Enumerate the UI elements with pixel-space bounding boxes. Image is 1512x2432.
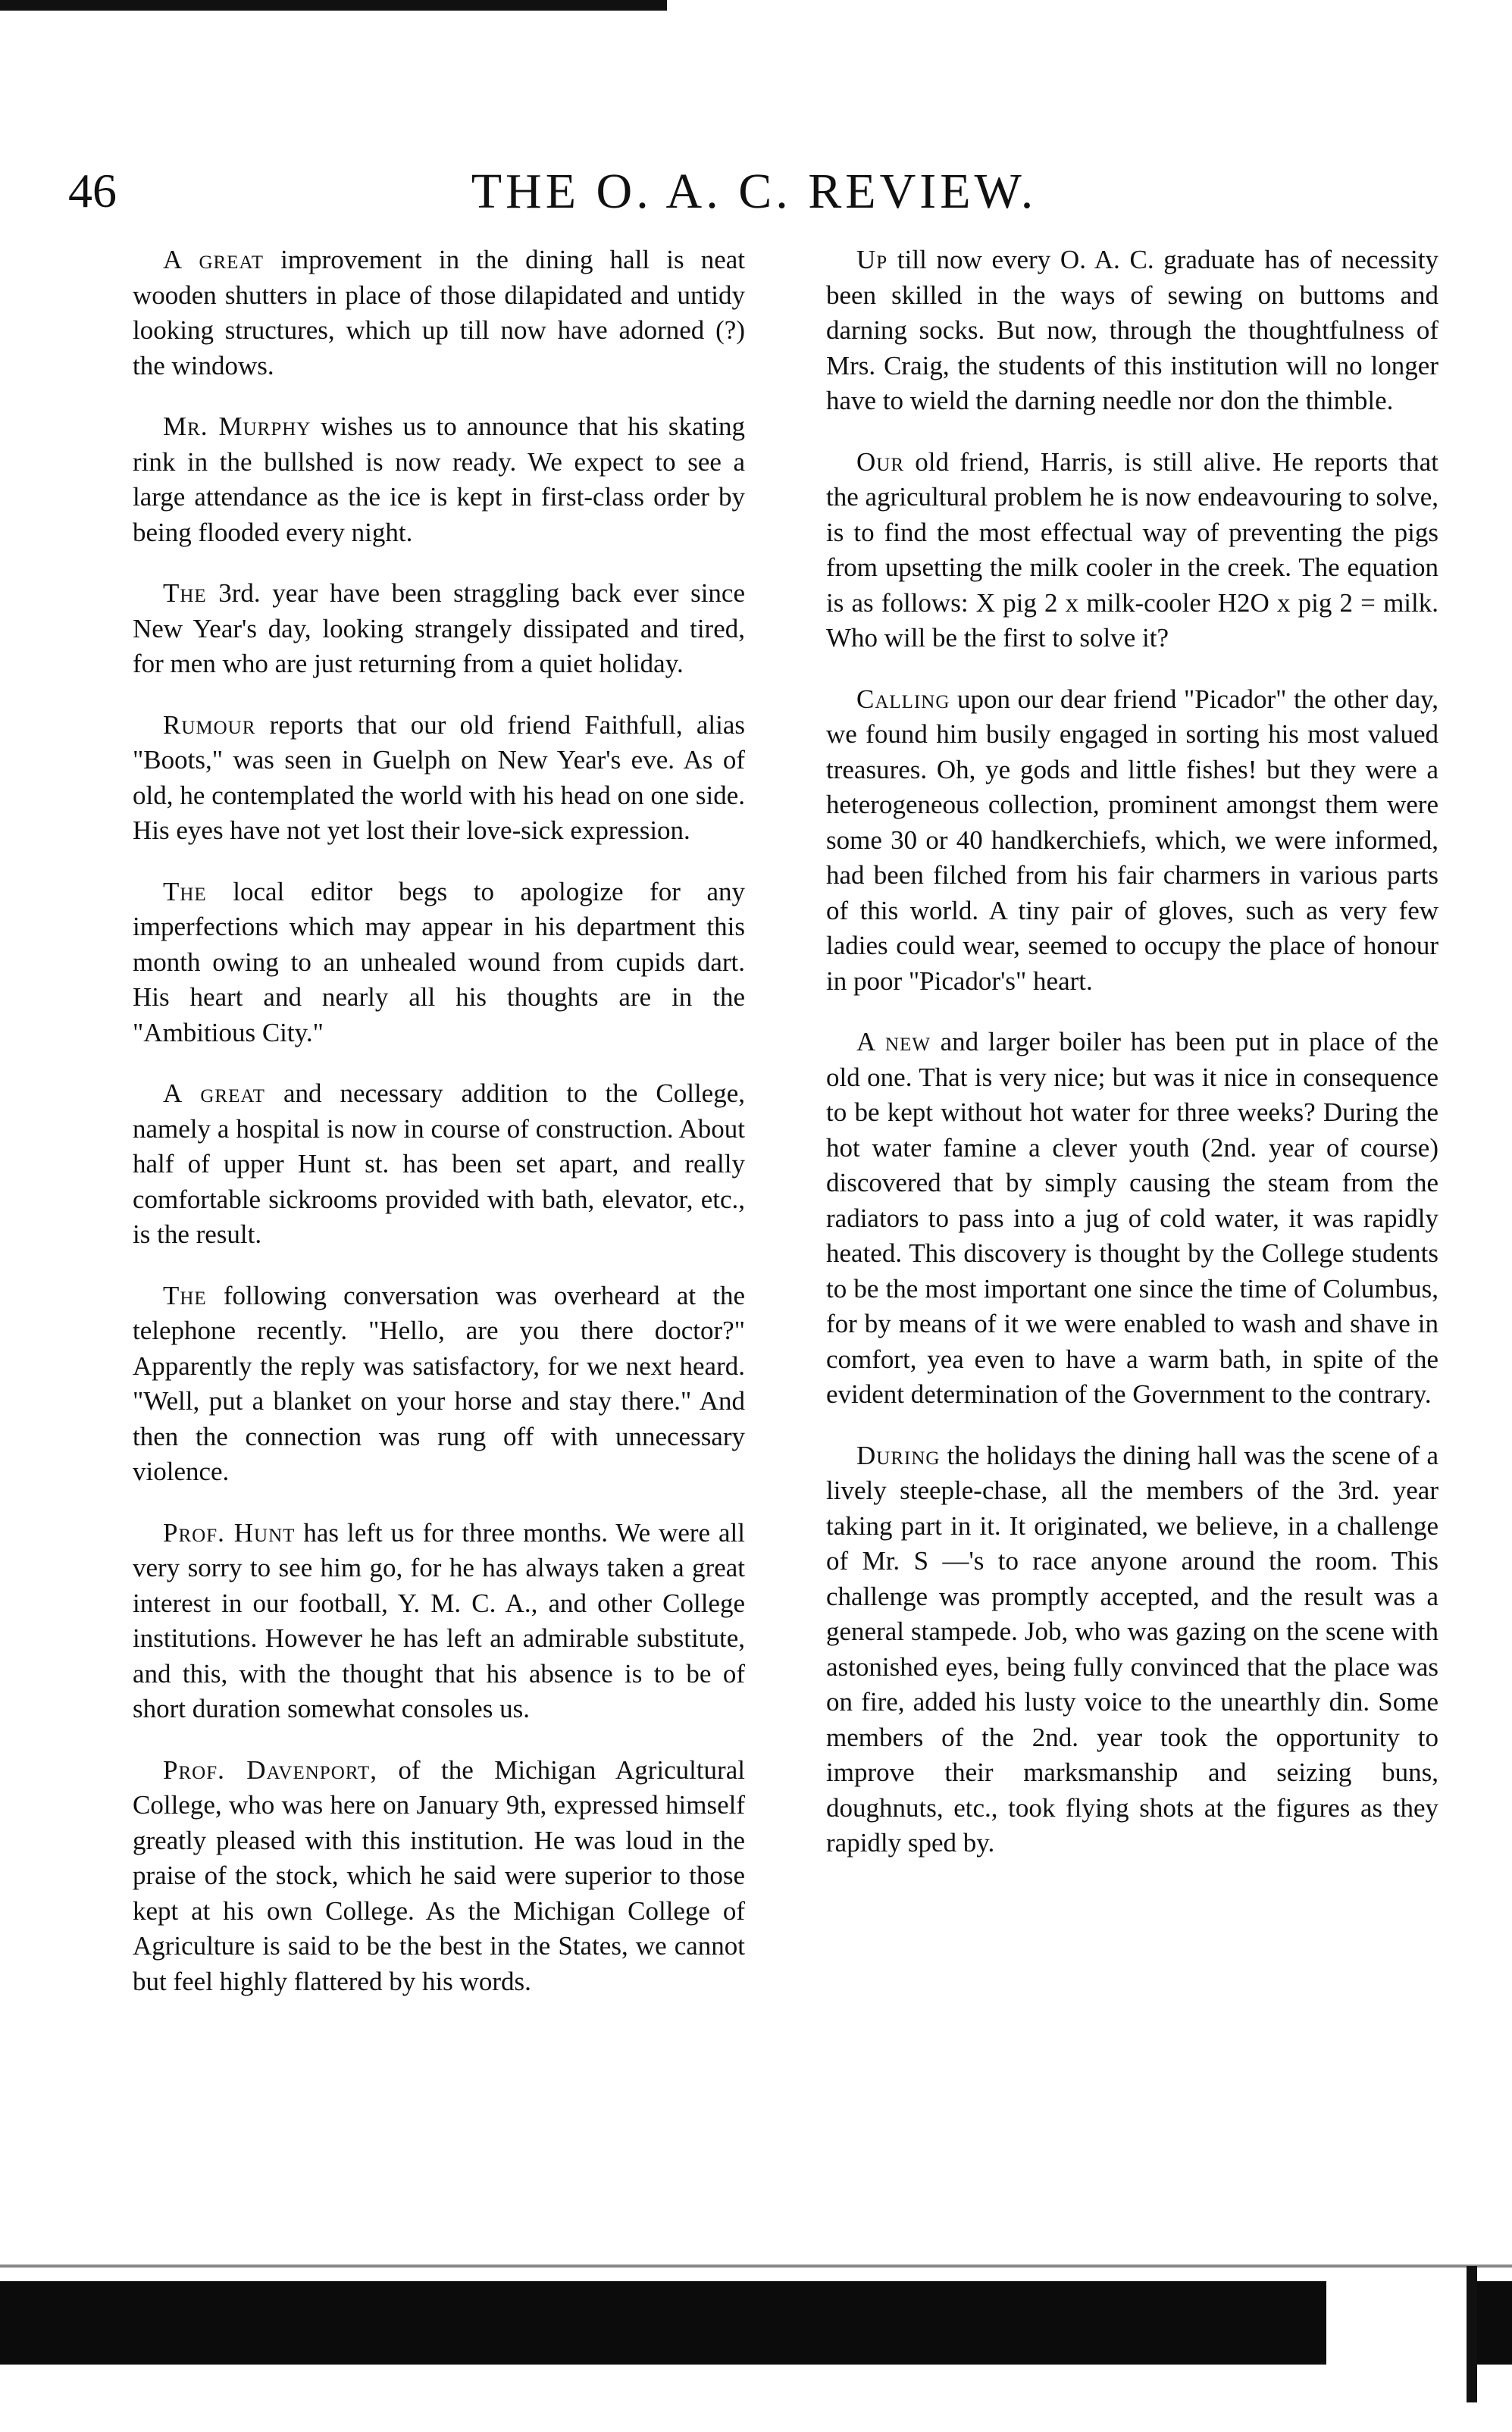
left-column [133,243,745,2025]
paragraph [826,682,1438,1000]
paragraph [133,409,745,550]
paragraph-lead: A great [163,245,265,274]
paragraph-lead: Up [856,245,888,274]
paragraph-text: reports that our old friend Faithfull, alias "Boots," was seen in Guelph on New Year's eve. As of old, he contemplated the world with his head on one side. His eyes have not yet lost their love-sick expression. [133,709,745,845]
paragraph-lead: Prof. Hunt [163,1517,296,1548]
paragraph [133,1076,745,1253]
paragraph [133,1753,745,2000]
paragraph [826,445,1438,656]
scan-torn-corner [1326,2277,1467,2368]
paragraph-lead: Our [856,446,905,477]
paragraph-text: upon our dear friend "Picador" the other day, we found him busily engaged in sorting his most valued treasures. Oh, ye gods and little fishes! but they were a heterogeneous collection, prominent amongst them were some 30 or 40 handkerchiefs, which, we were informed, had been filched from his fair charmers in various parts of this world. A tiny pair of gloves, such as very few ladies could wear, seemed to occupy the place of honour in poor "Picador's" heart. [826,684,1438,996]
journal-title: THE O. A. C. REVIEW. [471,164,1038,219]
paragraph-lead: The [163,876,207,906]
paragraph [826,1438,1438,1861]
scan-bottom-band [0,2281,1512,2365]
paragraph-lead: A great [163,1078,265,1108]
paragraph [133,576,745,682]
paragraph-text: and larger boiler has been put in place of the old one. That is very nice; but was it nice in consequence to be kept without hot water for three weeks? During the hot water famine a clever youth (2nd. year of course) discovered that by simply causing the steam from the radiators to pass into a jug of cold water, it was rapidly heated. This discovery is thought by the College students to be the most important one since the time of Columbus, for by means of it we were enabled to wash and shave in comfort, yea even to have a warm bath, in spite of the evident determination of the Government to the contrary. [826,1027,1438,1409]
paragraph-text: 3rd. year have been straggling back ever since New Year's day, looking strangely dissipated and tired, for men who are just returning from a quiet holiday. [133,578,745,678]
paragraph [826,243,1438,419]
paragraph [133,1516,745,1727]
paragraph-lead: During [856,1440,941,1470]
paragraph-text: the holidays the dining hall was the scene of a lively steeple-chase, all the members of the 3rd. year taking part in it. It originated, we believe, in a challenge of Mr. S —'s to race anyone around the room. This challenge was promptly accepted, and the result was a general stampede. Job, who was gazing on the scene with astonished eyes, being fully convinced that the place was on fire, added his lusty voice to the unearthly din. Some members of the 2nd. year took the opportunity to improve their marksmanship and seizing buns, doughnuts, etc., took flying shots at the figures as they rapidly sped by. [826,1440,1438,1858]
paragraph-lead: The [163,1280,207,1310]
paragraph-lead: A new [856,1027,931,1056]
paragraph [133,1279,745,1490]
page-number: 46 [68,164,117,218]
paragraph-lead: Rumour [163,709,256,740]
scan-edge-bracket [1467,2266,1477,2402]
right-column [826,243,1438,1887]
top-rule [0,0,667,11]
paragraph [133,708,745,849]
page-header [68,163,1440,231]
paragraph-lead: Calling [856,684,950,714]
scan-edge-line [0,2265,1512,2268]
paragraph-text: till now every O. A. C. graduate has of necessity been skilled in the ways of sewing on buttoms and darning socks. But now, through the thoughtfulness of Mrs. Craig, the students of this institution will no longer have to wield the darning needle nor don the thimble. [826,245,1438,415]
paragraph-text: local editor begs to apologize for any imperfections which may appear in his department this month owing to an unhealed wound from cupids dart. His heart and nearly all his thoughts are in the "Ambitious City." [133,876,745,1047]
paragraph-lead: Mr. Murphy [163,412,311,441]
paragraph-lead: The [163,578,207,608]
paragraph-text: has left us for three months. We were all very sorry to see him go, for he has always taken a great interest in our football, Y. M. C. A., and other College institutions. However he has left an admirable substitute, and this, with the thought that his absence is to be of short duration somewhat consoles us. [133,1517,745,1723]
paragraph-text: and necessary addition to the College, namely a hospital is now in course of construction. About half of upper Hunt st. has been set apart, and really comfortable sickrooms provided with bath, elevator, etc., is the result. [133,1078,745,1249]
paragraph [133,875,745,1051]
paragraph-text: wishes us to announce that his skating rink in the bullshed is now ready. We expect to see a large attendance as the ice is kept in first-class order by being flooded every night. [133,412,745,547]
paragraph-text: of the Michigan Agricultural College, who was here on January 9th, expressed himself greatly pleased with this institution. He was loud in the praise of the stock, which he said were superior to those kept at his own College. As the Michigan College of Agriculture is said to be the best in the States, we cannot but feel highly flattered by his words. [133,1754,745,1996]
paragraph [826,1025,1438,1413]
paragraph-text: old friend, Harris, is still alive. He reports that the agricultural problem he is now endeavouring to solve, is to find the most effectual way of preventing the pigs from upsetting the milk cooler in the creek. The equation is as follows: X pig 2 x milk-cooler H2O x pig 2 = milk. Who will be the first to solve it? [826,446,1438,653]
paragraph-text: improvement in the dining hall is neat wooden shutters in place of those dilapidated and untidy looking structures, which up till now have adorned (?) the windows. [133,245,745,380]
paragraph-text: following conversation was overheard at the telephone recently. "Hello, are you there doctor?" Apparently the reply was satisfactory, for we next heard. "Well, put a blanket on your horse and stay there." And then the connection was rung off with unnecessary violence. [133,1280,745,1486]
paragraph-lead: Prof. Davenport, [163,1754,377,1785]
paragraph [133,243,745,383]
